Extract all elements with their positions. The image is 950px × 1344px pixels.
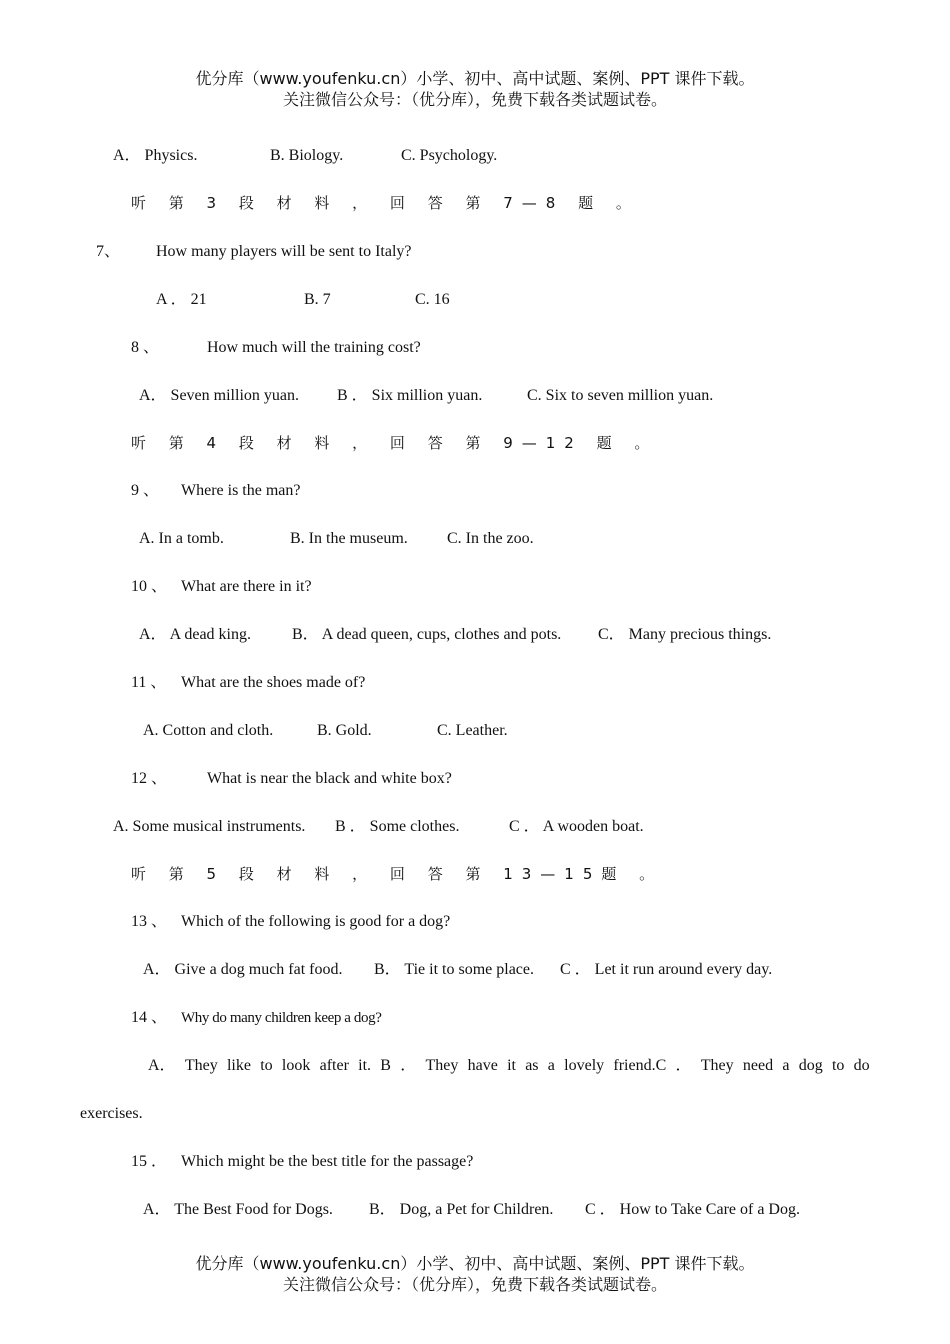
q15-option-a: A． The Best Food for Dogs. — [143, 1201, 333, 1218]
q14-word: it. — [358, 1057, 372, 1074]
q8-number: 8 、 — [131, 339, 160, 356]
q14-word: They — [184, 1057, 218, 1074]
q14-text: Why do many children keep a dog? — [181, 1010, 382, 1026]
q14-word: have — [467, 1057, 498, 1074]
q14-word: need — [742, 1057, 774, 1074]
q14-word: A． — [148, 1057, 176, 1074]
q12-number: 12 、 — [131, 770, 168, 787]
q13-option-a: A． Give a dog much fat food. — [143, 961, 343, 978]
q9-option-a: A. In a tomb. — [139, 530, 224, 547]
q13-number: 13 、 — [131, 913, 168, 930]
q7-option-b: B. 7 — [304, 291, 331, 308]
q6-option-a: A． Physics. — [113, 147, 198, 164]
q7-option-a: A ． 21 — [156, 291, 207, 308]
section-5-title: 听 第 5 段 材 料 ， 回 答 第 13—15题 。 — [131, 865, 664, 883]
q11-option-a: A. Cotton and cloth. — [143, 722, 274, 739]
q11-option-b: B. Gold. — [317, 722, 372, 739]
section-3-title: 听 第 3 段 材 料 ， 回 答 第 7—8 题 。 — [131, 194, 640, 212]
q8-option-a: A． Seven million yuan. — [139, 387, 299, 404]
q14-word: friend.C — [613, 1057, 667, 1074]
q8-option-b: B ． Six million yuan. — [337, 387, 483, 404]
q14-word: to — [260, 1057, 273, 1074]
q10-number: 10 、 — [131, 578, 168, 595]
q14-options-line — [148, 1056, 870, 1076]
q7-text: How many players will be sent to Italy? — [156, 243, 412, 260]
q14-word: They — [425, 1057, 459, 1074]
q14-word: They — [700, 1057, 734, 1074]
q10-option-c: C． Many precious things. — [598, 626, 772, 643]
q11-text: What are the shoes made of? — [181, 674, 366, 691]
q14-word: do — [853, 1057, 870, 1074]
q14-word: B — [380, 1057, 391, 1074]
q9-text: Where is the man? — [181, 482, 301, 499]
q12-option-b: B ． Some clothes. — [335, 818, 460, 835]
q10-text: What are there in it? — [181, 578, 312, 595]
q14-word: like — [226, 1057, 251, 1074]
header-line-1: 优分库（www.youfenku.cn）小学、初中、高中试题、案例、PPT 课件下载。 — [195, 69, 755, 88]
q8-option-c: C. Six to seven million yuan. — [527, 387, 714, 404]
q6-option-c: C. Psychology. — [401, 147, 498, 164]
q13-option-b: B． Tie it to some place. — [374, 961, 535, 978]
section-4-title: 听 第 4 段 材 料 ， 回 答 第 9—12 题 。 — [131, 434, 659, 452]
q9-option-c: C. In the zoo. — [447, 530, 534, 547]
q11-option-c: C. Leather. — [437, 722, 508, 739]
footer-banner — [0, 1253, 950, 1295]
q7-number: 7、 — [96, 243, 121, 260]
q13-option-c: C ． Let it run around every day. — [560, 961, 773, 978]
q14-word: after — [319, 1057, 349, 1074]
q7-option-c: C. 16 — [415, 291, 450, 308]
q15-text: Which might be the best title for the passage? — [181, 1153, 474, 1170]
footer-line-1: 优分库（www.youfenku.cn）小学、初中、高中试题、案例、PPT 课件下载。 — [195, 1254, 755, 1273]
q11-number: 11 、 — [131, 674, 167, 691]
q14-word: to — [831, 1057, 845, 1074]
q13-text: Which of the following is good for a dog? — [181, 913, 451, 930]
q10-option-a: A． A dead king. — [139, 626, 251, 643]
q14-word: it — [507, 1057, 516, 1074]
q15-option-b: B． Dog, a Pet for Children. — [369, 1201, 554, 1218]
q14-number: 14 、 — [131, 1009, 168, 1026]
q14-word: ． — [400, 1057, 417, 1074]
q15-number: 15 ． — [131, 1153, 168, 1170]
q14-options-continuation: exercises. — [80, 1105, 143, 1122]
q14-word: as — [525, 1057, 539, 1074]
q14-word: ． — [675, 1057, 692, 1074]
q9-number: 9 、 — [131, 482, 160, 499]
q9-option-b: B. In the museum. — [290, 530, 408, 547]
header-banner — [0, 68, 950, 110]
q15-option-c: C ． How to Take Care of a Dog. — [585, 1201, 800, 1218]
q14-word: a — [547, 1057, 555, 1074]
q12-option-c: C ． A wooden boat. — [509, 818, 644, 835]
q12-option-a: A. Some musical instruments. — [113, 818, 306, 835]
q14-word: dog — [798, 1057, 823, 1074]
header-line-2: 关注微信公众号：（优分库），免费下载各类试题试卷。 — [282, 90, 667, 109]
q12-text: What is near the black and white box? — [207, 770, 452, 787]
q14-word: lovely — [564, 1057, 605, 1074]
q14-word: look — [281, 1057, 311, 1074]
q8-text: How much will the training cost? — [207, 339, 421, 356]
q6-option-b: B. Biology. — [270, 147, 344, 164]
footer-line-2: 关注微信公众号：（优分库），免费下载各类试题试卷。 — [282, 1275, 667, 1294]
q14-word: a — [782, 1057, 790, 1074]
q10-option-b: B． A dead queen, cups, clothes and pots. — [292, 626, 562, 643]
